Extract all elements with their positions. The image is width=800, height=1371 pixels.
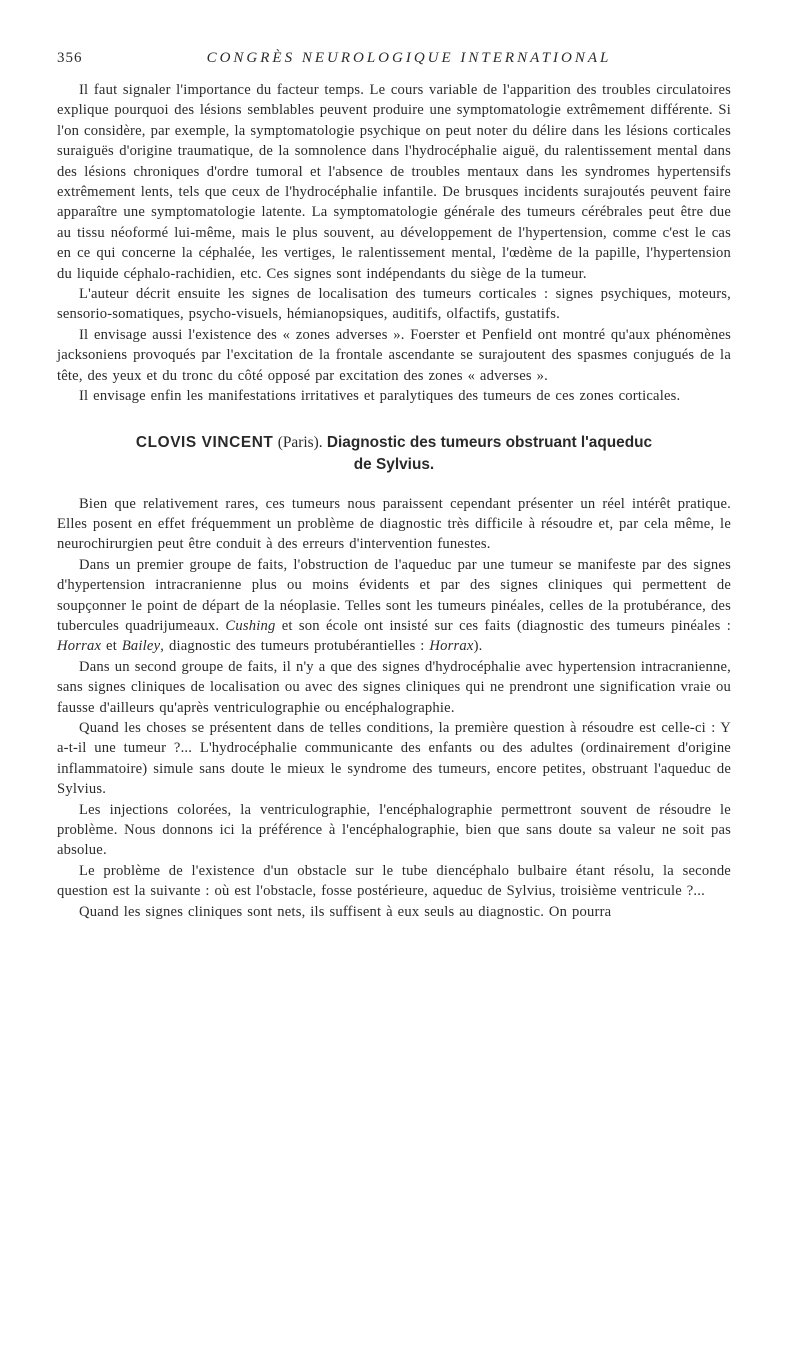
paragraph: Dans un second groupe de faits, il n'y a que des signes d'hydrocéphalie avec hypertension intracranienne, sans signes cliniques de localisation ou avec des signes cliniques qui ne prendront une signification vraie ou fausse d'ailleurs qu'après ventriculographie ou encéphalographie.	[57, 658, 731, 716]
page-number: 356	[57, 50, 83, 66]
paragraph: L'auteur décrit ensuite les signes de localisation des tumeurs corticales : signes psychiques, moteurs, sensorio-somatiques, psycho-visuels, hémianopsiques, auditifs, olfactifs, gustatifs.	[57, 286, 731, 323]
paragraph: Les injections colorées, la ventriculographie, l'encéphalographie permettront souvent de résoudre le problème. Nous donnons ici la préférence à l'encéphalographie, bien que sans doute sa valeur ne soit pas absolue.	[57, 801, 731, 859]
paragraph-with-citations	[57, 555, 731, 657]
paragraph: Il envisage enfin les manifestations irritatives et paralytiques des tumeurs de ces zones corticales.	[79, 388, 681, 405]
citation-name: Cushing	[225, 617, 276, 634]
citation-name: Bailey	[121, 638, 161, 655]
text-run: , diagnostic des tumeurs protubérantielles :	[160, 638, 430, 655]
text-run: et son école ont insisté sur ces faits (diagnostic des tumeurs pinéales :	[275, 617, 731, 634]
text-run: et	[101, 638, 122, 655]
article-title-line1: Diagnostic des tumeurs obstruant l'aqueduc	[326, 433, 653, 451]
author-city: (Paris).	[277, 433, 323, 451]
section-previous-article	[57, 80, 731, 407]
citation-name: Horrax	[57, 638, 102, 655]
citation-name: Horrax	[429, 638, 474, 655]
running-title: CONGRÈS NEUROLOGIQUE INTERNATIONAL	[206, 50, 612, 66]
article-body	[57, 494, 731, 923]
paragraph: Quand les choses se présentent dans de telles conditions, la première question à résoudre est celle-ci : Y a-t-il une tumeur ?... L'hydrocéphalie communicante des enfants ou des adultes (ordinairement d'origine inflammatoire) simule sans doute le mieux le syndrome des tumeurs, encore petites, obstruant l'aqueduc de Sylvius.	[57, 719, 731, 798]
author-name: CLOVIS VINCENT	[135, 433, 274, 451]
article-title-line2: de Sylvius.	[353, 455, 435, 473]
paragraph: Il envisage aussi l'existence des « zones adverses ». Foerster et Penfield ont montré qu'aux phénomènes jacksoniens provoqués par l'excitation de la frontale ascendante se surajoutent des spasmes conjugués de la tête, des yeux et du tronc du côté opposé par excitation des zones « adverses ».	[57, 326, 731, 384]
article-heading	[57, 432, 731, 476]
text-run: ).	[473, 638, 483, 655]
paragraph: Quand les signes cliniques sont nets, ils suffisent à eux seuls au diagnostic. On pourra	[79, 903, 612, 920]
paragraph: Le problème de l'existence d'un obstacle sur le tube diencéphalo bulbaire étant résolu, la seconde question est la suivante : où est l'obstacle, fosse postérieure, aqueduc de Sylvius, troisième ventricule ?...	[57, 862, 731, 900]
paragraph: Il faut signaler l'importance du facteur temps. Le cours variable de l'apparition des troubles circulatoires explique pourquoi des lésions semblables peuvent produire une symptomatologie extrêmement différente. Si l'on considère, par exemple, la symptomatologie psychique on peut noter du délire dans les lésions corticales suraiguës d'origine traumatique, de la somnolence dans l'hydrocéphalie aiguë, du ralentissement mental dans des lésions chroniques d'ordre tumoral et l'absence de troubles mentaux dans les syndromes hypertensifs extrêmement lents, tels que ceux de l'hydrocéphalie infantile. De brusques incidents surajoutés peuvent faire apparaître une symptomatologie latente. La symptomatologie générale des tumeurs cérébrales peut être due au tissu néoformé lui-même, mais le plus souvent, au développement de l'hypertension, comme c'est le cas en ce qui concerne la céphalée, les vertiges, le ralentissement mental, l'œdème de la papille, l'hypertension du liquide céphalo-rachidien, etc. Ces signes sont indépendants du siège de la tumeur.	[57, 82, 731, 282]
paragraph: Bien que relativement rares, ces tumeurs nous paraissent cependant présenter un réel intérêt pratique. Elles posent en effet fréquemment un problème de diagnostic très difficile à résoudre et, par cela même, le neurochirurgien peut être conduit à des erreurs d'intervention funestes.	[57, 495, 731, 553]
running-head	[57, 50, 731, 80]
text-run: Dans un premier groupe de faits, l'obstruction de l'aqueduc par une tumeur se manifeste par des signes d'hypertension intracranienne plus ou moins évidents et par des signes cliniques qui permettent de soupçonner le point de départ de la néoplasie. Telles sont les tumeurs pinéales, celles de la protubérance, des tubercules quadrijumeaux.	[57, 556, 731, 634]
